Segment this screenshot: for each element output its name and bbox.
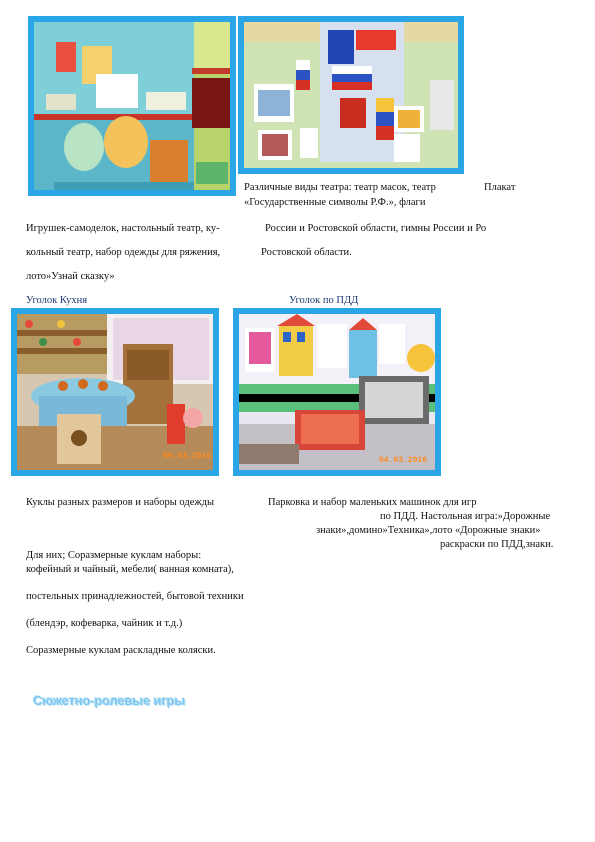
traffic-illustration bbox=[239, 314, 435, 470]
state-symbols-photo bbox=[238, 16, 464, 174]
strollers-text: Соразмерные куклам раскладные коляски. bbox=[26, 645, 216, 656]
dolls-text: Куклы разных размеров и наборы одежды bbox=[26, 497, 215, 508]
toy-shelf-photo bbox=[28, 16, 236, 196]
sets-line-3: постельных принадлежностей, бытовой техники bbox=[26, 591, 244, 602]
traffic-photo-date: 04.03.2016 bbox=[379, 456, 428, 465]
caption-line-2-right: Ростовской области. bbox=[261, 247, 352, 258]
caption-line-1-right: России и Ростовской области, гимны России и Ро bbox=[265, 223, 487, 234]
sets-line-4: (блендэр, кофеварка, чайник и т.д.) bbox=[26, 618, 183, 629]
kitchen-illustration bbox=[17, 314, 213, 470]
caption-line-2-left: кольный театр, набор одежды для ряжения, bbox=[26, 247, 221, 258]
traffic-corner-photo bbox=[233, 308, 441, 476]
pdd-games-text: по ПДД. Настольная игра:»Дорожные bbox=[380, 511, 551, 522]
caption-line-3-left: лото»Узнай сказку» bbox=[26, 271, 115, 282]
domino-text: знаки»,домино»Техника»,лото «Дорожные знаки» bbox=[316, 525, 541, 536]
kitchen-corner-photo bbox=[11, 308, 219, 476]
parking-text: Парковка и набор маленьких машинок для игр bbox=[268, 497, 477, 508]
toy-shelf-illustration bbox=[34, 22, 230, 190]
symbols-caption: «Государственные символы Р.Ф.», флаги bbox=[244, 197, 426, 208]
state-symbols-illustration bbox=[244, 22, 458, 168]
poster-caption: Плакат bbox=[484, 182, 516, 193]
kitchen-photo-date: 09.03.2016 bbox=[163, 452, 212, 461]
sets-line-2: кофейный и чайный, мебели( ванная комната), bbox=[26, 564, 234, 575]
theatre-caption: Различные виды театра: театр масок, театр bbox=[244, 182, 436, 193]
traffic-heading: Уголок по ПДД bbox=[289, 295, 359, 306]
kitchen-heading: Уголок Кухня bbox=[26, 295, 88, 306]
coloring-text: раскраски по ПДД,знаки. bbox=[440, 539, 554, 550]
section-title: Сюжетно-ролевые игры bbox=[33, 693, 186, 708]
caption-line-1-left: Игрушек-самоделок, настольный театр, ку- bbox=[26, 223, 220, 234]
sets-line-1: Для них; Соразмерные куклам наборы: bbox=[26, 550, 202, 561]
